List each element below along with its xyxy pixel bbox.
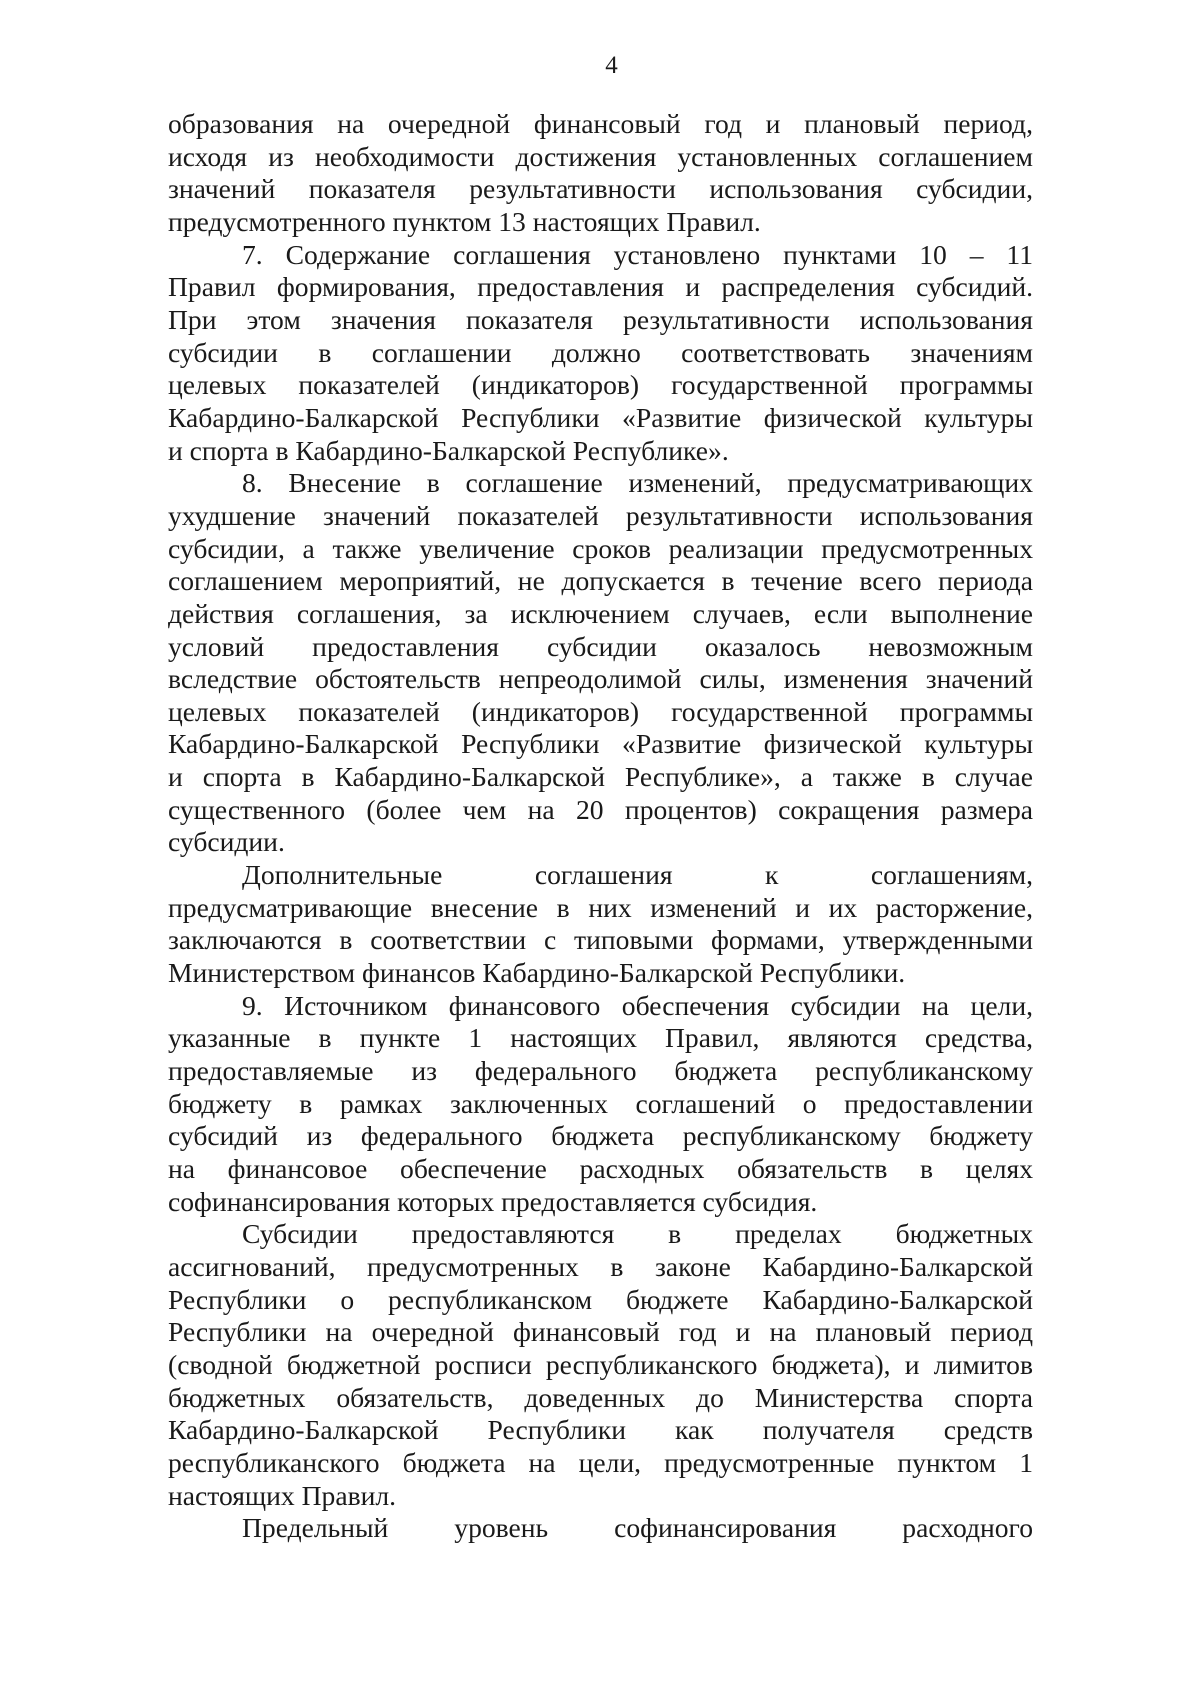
text-line: и спорта в Кабардино-Балкарской Республике», а также в случае bbox=[168, 761, 1033, 793]
text-line: При этом значения показателя результативности использования bbox=[168, 303, 1033, 335]
text-line: Дополнительные соглашения к соглашениям, bbox=[242, 859, 1033, 891]
paragraph bbox=[168, 1218, 1033, 1512]
paragraph bbox=[168, 1512, 1033, 1545]
text-line: Республики о республиканском бюджете Кабардино-Балкарской bbox=[168, 1283, 1033, 1315]
text-line: бюджету в рамках заключенных соглашений о предоставлении bbox=[168, 1087, 1033, 1119]
text-line: и спорта в Кабардино-Балкарской Республике». bbox=[168, 434, 729, 466]
text-line: Министерством финансов Кабардино-Балкарской Республики. bbox=[168, 957, 906, 989]
text-line: заключаются в соответствии с типовыми формами, утвержденными bbox=[168, 924, 1033, 956]
paragraph bbox=[168, 859, 1033, 990]
text-line: предусмотренного пунктом 13 настоящих Правил. bbox=[168, 205, 761, 237]
paragraph bbox=[168, 467, 1033, 859]
text-line: образования на очередной финансовый год и плановый период, bbox=[168, 108, 1033, 139]
text-line: республиканского бюджета на цели, предусмотренные пунктом 1 bbox=[168, 1446, 1033, 1478]
text-line: бюджетных обязательств, доведенных до Министерства спорта bbox=[168, 1381, 1033, 1413]
text-line: Кабардино-Балкарской Республики как получателя средств bbox=[168, 1414, 1033, 1446]
text-line: существенного (более чем на 20 процентов) сокращения размера bbox=[168, 793, 1033, 825]
text-line: субсидии. bbox=[168, 826, 285, 858]
text-line: Кабардино-Балкарской Республики «Развитие физической культуры bbox=[168, 401, 1033, 433]
page-number: 4 bbox=[605, 52, 618, 79]
text-line: Субсидии предоставляются в пределах бюджетных bbox=[242, 1218, 1033, 1250]
text-line: Правил формирования, предоставления и распределения субсидий. bbox=[168, 271, 1033, 303]
document-body bbox=[168, 108, 1033, 1545]
text-line: целевых показателей (индикаторов) государственной программы bbox=[168, 369, 1033, 401]
text-line: вследствие обстоятельств непреодолимой силы, изменения значений bbox=[168, 663, 1033, 695]
text-line: исходя из необходимости достижения установленных соглашением bbox=[168, 140, 1033, 172]
text-line: 8. Внесение в соглашение изменений, предусматривающих bbox=[242, 467, 1033, 499]
paragraph bbox=[168, 108, 1033, 239]
paragraph bbox=[168, 239, 1033, 468]
text-line: целевых показателей (индикаторов) государственной программы bbox=[168, 695, 1033, 727]
text-line: действия соглашения, за исключением случаев, если выполнение bbox=[168, 597, 1033, 629]
text-line: 7. Содержание соглашения установлено пунктами 10 – 11 bbox=[242, 238, 1033, 270]
text-line: предусматривающие внесение в них изменений и их расторжение, bbox=[168, 891, 1033, 923]
text-line: (сводной бюджетной росписи республиканского бюджета), и лимитов bbox=[168, 1348, 1033, 1380]
text-line: условий предоставления субсидии оказалось невозможным bbox=[168, 630, 1033, 662]
text-line: соглашением мероприятий, не допускается в течение всего периода bbox=[168, 565, 1033, 597]
text-line: указанные в пункте 1 настоящих Правил, являются средства, bbox=[168, 1022, 1033, 1054]
text-line: Республики на очередной финансовый год и на плановый период bbox=[168, 1316, 1033, 1348]
text-line: Кабардино-Балкарской Республики «Развитие физической культуры bbox=[168, 728, 1033, 760]
text-line: Предельный уровень софинансирования расходного bbox=[242, 1512, 1033, 1544]
text-line: софинансирования которых предоставляется субсидия. bbox=[168, 1185, 818, 1217]
text-line: ассигнований, предусмотренных в законе Кабардино-Балкарской bbox=[168, 1250, 1033, 1282]
text-line: значений показателя результативности использования субсидии, bbox=[168, 173, 1033, 205]
text-line: субсидии в соглашении должно соответствовать значениям bbox=[168, 336, 1033, 368]
text-line: субсидий из федерального бюджета республиканскому бюджету bbox=[168, 1120, 1033, 1152]
text-line: на финансовое обеспечение расходных обязательств в целях bbox=[168, 1153, 1033, 1184]
text-line: 9. Источником финансового обеспечения субсидии на цели, bbox=[242, 989, 1033, 1021]
text-line: ухудшение значений показателей результативности использования bbox=[168, 499, 1033, 531]
text-line: настоящих Правил. bbox=[168, 1479, 397, 1511]
text-line: предоставляемые из федерального бюджета республиканскому bbox=[168, 1055, 1033, 1087]
paragraph bbox=[168, 990, 1033, 1219]
text-line: субсидии, а также увеличение сроков реализации предусмотренных bbox=[168, 532, 1033, 564]
